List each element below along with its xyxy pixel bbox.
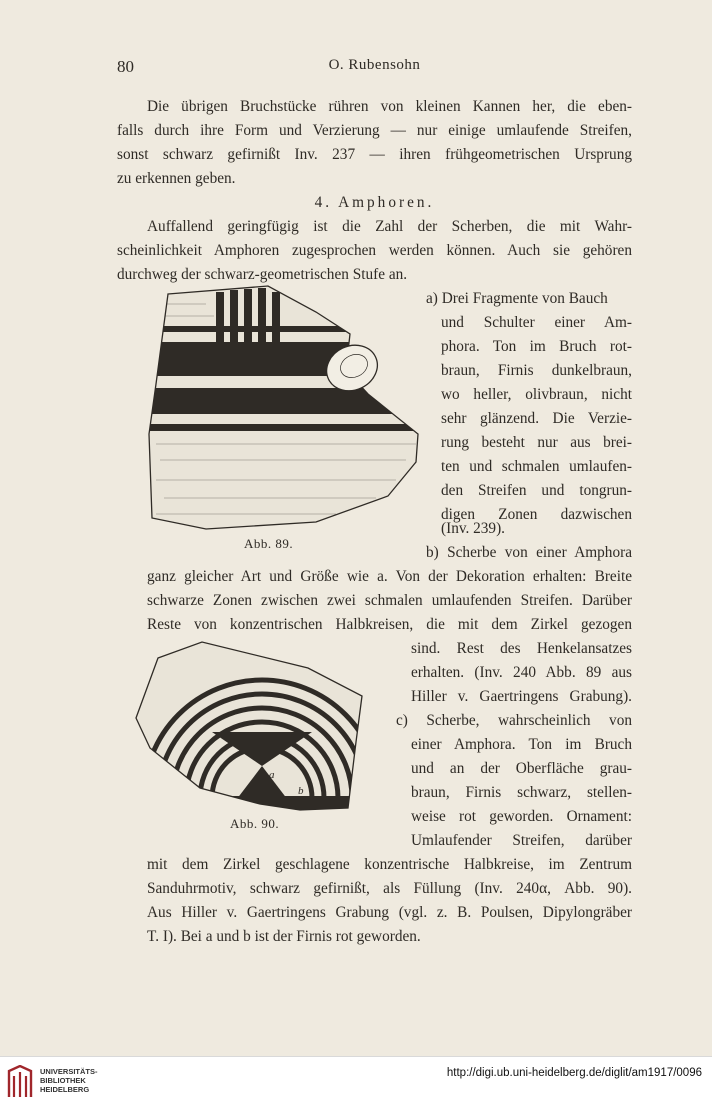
figure-caption-abb-90: Abb. 90. (230, 816, 280, 831)
text-line: zu erkennen geben. (117, 170, 236, 187)
text-line: wo heller, olivbraun, nicht (441, 386, 632, 403)
text-line: braun, Firnis dunkelbraun, (441, 362, 632, 379)
figure-abb-90 (130, 638, 368, 814)
text-line: phora. Ton im Bruch rot- (441, 338, 632, 355)
figure-label-b: b (298, 785, 304, 797)
text-line: Aus Hiller v. Gaertringens Grabung (vgl. z. B. Poulsen, Dipylongräber (147, 904, 632, 921)
text-line: c) Scherbe, wahrscheinlich von (396, 712, 632, 729)
text-line: rung besteht nur aus brei- (441, 434, 632, 451)
text-line: Umlaufender Streifen, darüber (411, 832, 632, 849)
text-line: Hiller v. Gaertringens Grabung). (411, 688, 632, 705)
figure-abb-89 (146, 284, 428, 536)
figure-label-a: a (269, 769, 275, 781)
text-line: T. I). Bei a und b ist der Firnis rot geworden. (147, 928, 421, 945)
section-heading: 4. Amphoren. (314, 194, 435, 211)
viewer-footer (0, 1056, 712, 1108)
text-line: Auffallend geringfügig ist die Zahl der Scherben, die mit Wahr- (147, 218, 632, 235)
text-line: schwarze Zonen zwischen zwei schmalen umlaufenden Streifen. Darüber (147, 592, 632, 609)
running-title: O. Rubensohn (328, 57, 421, 73)
text-line: weise rot geworden. Ornament: (411, 808, 632, 825)
text-line: (Inv. 239). (441, 520, 506, 537)
page-number: 80 (117, 57, 134, 76)
text-line: ten und schmalen umlaufen- (441, 458, 632, 475)
figure-caption-abb-89: Abb. 89. (244, 536, 294, 551)
text-line: den Streifen und tongrun- (441, 482, 632, 499)
text-line: sehr glänzend. Die Verzie- (441, 410, 632, 427)
text-line: und an der Oberfläche grau- (411, 760, 632, 777)
text-line: braun, Firnis schwarz, stellen- (411, 784, 632, 801)
text-line: b) Scherbe von einer Amphora (426, 544, 632, 561)
text-line: falls durch ihre Form und Verzierung — nur einige umlaufende Streifen, (117, 122, 632, 139)
text-line: mit dem Zirkel geschlagene konzentrische Halbkreise, im Zentrum (147, 856, 632, 873)
page-header (117, 57, 632, 79)
library-logo-icon (6, 1065, 34, 1099)
text-line: digen Zonen dazwischen (441, 506, 632, 523)
library-name: UNIVERSITÄTS- BIBLIOTHEK HEIDELBERG (40, 1067, 98, 1094)
text-line: erhalten. (Inv. 240 Abb. 89 aus (411, 664, 632, 681)
text-line: scheinlichkeit Amphoren zugesprochen werden können. Auch sie gehören (117, 242, 632, 259)
text-line: und Schulter einer Am- (441, 314, 632, 331)
text-line: durchweg der schwarz-geometrischen Stufe an. (117, 266, 408, 283)
text-line: a) Drei Fragmente von Bauch (426, 290, 608, 307)
text-line: ganz gleicher Art und Größe wie a. Von der Dekoration erhalten: Breite (147, 568, 632, 585)
text-line: Sanduhrmotiv, schwarz gefirnißt, als Füllung (Inv. 240α, Abb. 90). (147, 880, 632, 897)
text-line: Reste von konzentrischen Halbkreisen, die mit dem Zirkel gezogen (147, 616, 632, 633)
permalink-link[interactable]: http://digi.ub.uni-heidelberg.de/diglit/am1917/0096 (446, 1067, 702, 1079)
text-line: Die übrigen Bruchstücke rühren von kleinen Kannen her, die eben- (147, 98, 632, 115)
text-line: sonst schwarz gefirnißt Inv. 237 — ihren frühgeometrischen Ursprung (117, 146, 632, 163)
text-line: sind. Rest des Henkelansatzes (411, 640, 632, 657)
text-line: einer Amphora. Ton im Bruch (411, 736, 632, 753)
